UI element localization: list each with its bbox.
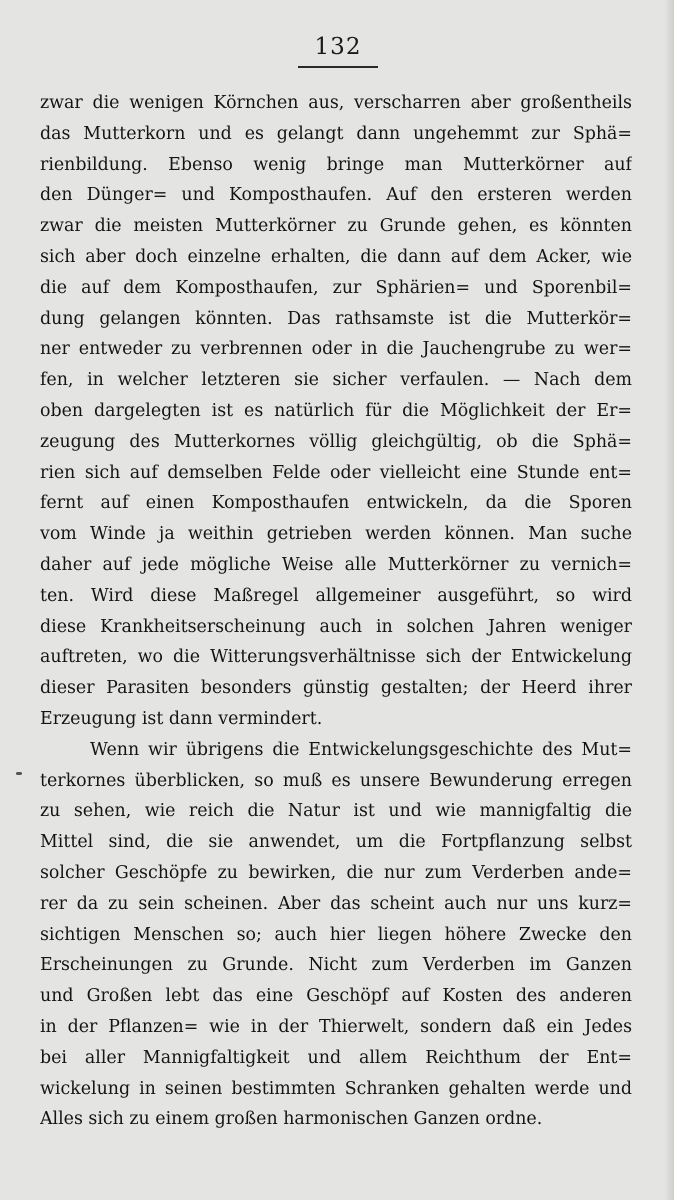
- text-line: diese Krankheitserscheinung auch in solchen Jahren weniger: [40, 616, 632, 637]
- page-number-rule: [298, 66, 378, 68]
- text-line: zu sehen, wie reich die Natur ist und wie mannigfaltig die: [40, 801, 632, 822]
- page-number: 132: [314, 34, 362, 60]
- text-line: zeugung des Mutterkornes völlig gleichgültig, ob die Sphä=: [40, 431, 632, 452]
- text-line: und Großen lebt das eine Geschöpf auf Kosten des anderen: [40, 986, 632, 1007]
- text-line: ner entweder zu verbrennen oder in die Jauchengrube zu wer=: [40, 339, 632, 360]
- text-line: sich aber doch einzelne erhalten, die dann auf dem Acker, wie: [40, 246, 632, 267]
- text-line: ten. Wird diese Maßregel allgemeiner ausgeführt, so wird: [40, 585, 632, 606]
- paragraph-2: [40, 735, 632, 1135]
- text-line: Erscheinungen zu Grunde. Nicht zum Verderben im Ganzen: [40, 955, 632, 976]
- text-line: dieser Parasiten besonders günstig gestalten; der Heerd ihrer: [40, 678, 632, 699]
- body-text: [40, 88, 632, 1135]
- text-line: terkornes überblicken, so muß es unsere Bewunderung erregen: [40, 770, 632, 791]
- text-line: rer da zu sein scheinen. Aber das scheint auch nur uns kurz=: [40, 893, 632, 914]
- text-line: solcher Geschöpfe zu bewirken, die nur zum Verderben ande=: [40, 862, 632, 883]
- text-line: Mittel sind, die sie anwendet, um die Fortpflanzung selbst: [40, 832, 632, 853]
- text-line: in der Pflanzen= wie in der Thierwelt, sondern daß ein Jedes: [40, 1016, 632, 1037]
- ink-speck: [16, 772, 22, 775]
- text-line: Erzeugung ist dann vermindert.: [40, 708, 323, 729]
- text-line: zwar die wenigen Körnchen aus, verscharren aber großentheils: [40, 93, 632, 113]
- text-line: rien sich auf demselben Felde oder vielleicht eine Stunde ent=: [40, 462, 632, 483]
- text-line: dung gelangen könnten. Das rathsamste ist die Mutterkör=: [40, 308, 632, 329]
- text-line: sichtigen Menschen so; auch hier liegen höhere Zwecke den: [40, 924, 632, 945]
- paragraph-1: [40, 88, 632, 735]
- text-line: zwar die meisten Mutterkörner zu Grunde gehen, es könnten: [40, 216, 632, 237]
- text-line: rienbildung. Ebenso wenig bringe man Mutterkörner auf: [40, 154, 632, 175]
- text-line: fen, in welcher letzteren sie sicher verfaulen. — Nach dem: [40, 370, 632, 391]
- scan-edge-shadow: [664, 0, 674, 1200]
- text-line: den Dünger= und Komposthaufen. Auf den ersteren werden: [40, 185, 632, 206]
- text-line: wickelung in seinen bestimmten Schranken gehalten werde und: [40, 1078, 632, 1099]
- text-line: Alles sich zu einem großen harmonischen Ganzen ordne.: [40, 1109, 543, 1130]
- text-line: fernt auf einen Komposthaufen entwickeln, da die Sporen: [40, 493, 632, 514]
- text-line: Wenn wir übrigens die Entwickelungsgeschichte des Mut=: [90, 739, 632, 760]
- text-line: daher auf jede mögliche Weise alle Mutterkörner zu vernich=: [40, 554, 632, 575]
- text-line: vom Winde ja weithin getrieben werden können. Man suche: [40, 524, 632, 545]
- text-line: bei aller Mannigfaltigkeit und allem Reichthum der Ent=: [40, 1047, 632, 1068]
- text-line: auftreten, wo die Witterungsverhältnisse sich der Entwickelung: [40, 647, 632, 668]
- text-line: das Mutterkorn und es gelangt dann ungehemmt zur Sphä=: [40, 123, 632, 144]
- text-line: die auf dem Komposthaufen, zur Sphärien= und Sporenbil=: [40, 277, 632, 298]
- text-line: oben dargelegten ist es natürlich für die Möglichkeit der Er=: [40, 400, 632, 421]
